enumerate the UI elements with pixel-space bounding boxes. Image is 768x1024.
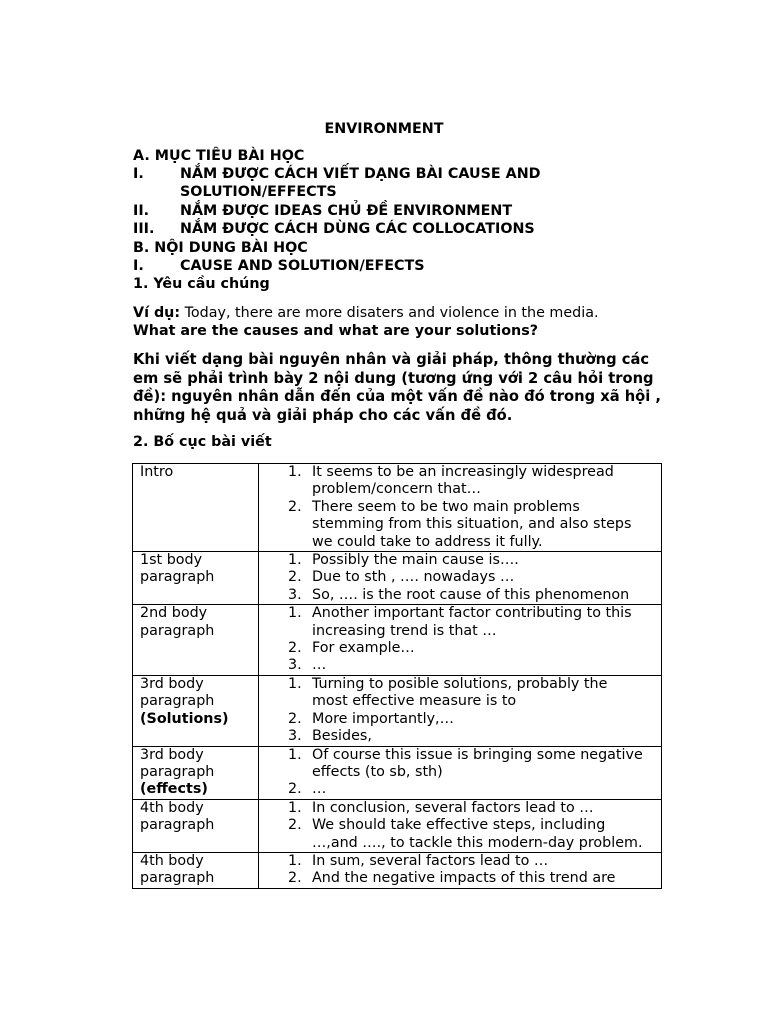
outline-list-item (259, 817, 661, 852)
objective-2-text: NẮM ĐƯỢC IDEAS CHỦ ĐỀ ENVIRONMENT (180, 203, 513, 219)
outline-item-text: For example… (312, 640, 415, 657)
outline-row-items-cell (259, 852, 662, 888)
outline-list-item (259, 781, 661, 798)
outline-row-label-cell (133, 464, 259, 552)
section-a-heading: A. MỤC TIÊU BÀI HỌC (133, 148, 305, 164)
outline-item-number: 1. (288, 852, 302, 869)
outline-row-label: 1st body paragraph (140, 552, 215, 586)
outline-item-text: So, …. is the root cause of this phenomenon (312, 586, 630, 603)
content-item-1-text: CAUSE AND SOLUTION/EFECTS (180, 258, 425, 274)
outline-item-number: 1. (288, 675, 302, 692)
outline-list-item (259, 728, 661, 745)
section-b-heading: B. NỘI DUNG BÀI HỌC (133, 240, 308, 256)
outline-row-label-cell (133, 675, 259, 746)
outline-row-label: 4th body paragraph (140, 852, 215, 887)
outline-row (133, 552, 662, 605)
outline-list-item (259, 747, 661, 782)
outline-row-label-cell (133, 605, 259, 676)
example-text: Today, there are more disaters and violence in the media. (180, 305, 599, 321)
outline-item-text: In conclusion, several factors lead to … (312, 799, 594, 816)
outline-item-text: And the negative impacts of this trend are (312, 870, 616, 887)
outline-item-text: Due to sth , …. nowadays … (312, 569, 515, 586)
outline-row (133, 605, 662, 676)
outline-list-item (259, 552, 661, 569)
outline-list-item (259, 800, 661, 817)
outline-item-text: Another important factor contributing to this increasing trend is that … (312, 605, 632, 639)
outline-row-items-cell (259, 552, 662, 605)
outline-row-label-emphasis: (effects) (140, 781, 208, 798)
outline-item-text: In sum, several factors lead to … (312, 852, 549, 869)
outline-item-number: 2. (288, 640, 302, 657)
outline-row-label-cell (133, 746, 259, 799)
outline-row-label-cell (133, 552, 259, 605)
objective-numeral-2: II. (133, 203, 150, 219)
example-question: What are the causes and what are your solutions? (133, 323, 539, 339)
outline-row-items-cell (259, 605, 662, 676)
outline-row-label-cell (133, 852, 259, 888)
outline-item-text: … (312, 781, 327, 798)
outline-list-item (259, 605, 661, 640)
outline-list-item (259, 464, 661, 499)
requirement-heading: 1. Yêu cầu chúng (133, 276, 270, 292)
outline-item-number: 1. (288, 605, 302, 622)
outline-row-label: 2nd body paragraph (140, 605, 215, 639)
outline-row-items-cell (259, 675, 662, 746)
outline-list-item (259, 499, 661, 551)
outline-item-list (259, 800, 661, 852)
objective-1-line-2: SOLUTION/EFFECTS (180, 184, 337, 200)
outline-item-list (259, 552, 661, 604)
outline-item-list (259, 853, 661, 888)
outline-row (133, 746, 662, 799)
outline-item-list (259, 676, 661, 746)
objective-numeral-3: III. (133, 221, 155, 237)
outline-item-text: More importantly,… (312, 710, 454, 727)
objective-numeral-1: I. (133, 166, 144, 182)
outline-row (133, 675, 662, 746)
outline-item-text: Besides, (312, 728, 372, 745)
outline-item-list (259, 464, 661, 551)
outline-row (133, 799, 662, 852)
outline-item-number: 3. (288, 657, 302, 674)
outline-item-number: 2. (288, 498, 302, 515)
outline-item-text: We should take effective steps, including …,and …., to tackle this modern-day problem. (312, 817, 643, 851)
example-line (133, 305, 599, 322)
outline-item-number: 2. (288, 569, 302, 586)
outline-list-item (259, 676, 661, 711)
outline-item-text: … (312, 657, 327, 674)
outline-item-number: 2. (288, 817, 302, 834)
document-title: ENVIRONMENT (324, 121, 444, 137)
outline-list-item (259, 853, 661, 870)
outline-item-text: Of course this issue is bringing some negative effects (to sb, sth) (312, 746, 643, 780)
outline-row-items-cell (259, 746, 662, 799)
outline-list-item (259, 711, 661, 728)
outline-row (133, 464, 662, 552)
outline-item-list (259, 605, 661, 675)
outline-item-number: 3. (288, 586, 302, 603)
outline-row-label-cell (133, 799, 259, 852)
outline-item-text: Possibly the main cause is…. (312, 552, 519, 569)
outline-row (133, 852, 662, 888)
outline-table (132, 463, 662, 889)
outline-row-label: 3rd body paragraph (140, 675, 215, 710)
outline-item-list (259, 747, 661, 799)
structure-heading: 2. Bố cục bài viết (133, 434, 272, 450)
objective-3-text: NẮM ĐƯỢC CÁCH DÙNG CÁC COLLOCATIONS (180, 221, 535, 237)
outline-item-text: There seem to be two main problems stemming from this situation, and also steps we could take to address it fully. (312, 498, 632, 550)
outline-row-items-cell (259, 464, 662, 552)
outline-item-number: 3. (288, 728, 302, 745)
outline-item-number: 2. (288, 781, 302, 798)
outline-list-item (259, 569, 661, 586)
outline-item-number: 1. (288, 746, 302, 763)
outline-row-label: Intro (140, 464, 174, 480)
outline-list-item (259, 640, 661, 657)
objective-1-line-1: NẮM ĐƯỢC CÁCH VIẾT DẠNG BÀI CAUSE AND (180, 166, 541, 182)
outline-list-item (259, 870, 661, 887)
outline-list-item (259, 657, 661, 674)
example-label: Ví dụ: (133, 305, 181, 321)
outline-row-label-emphasis: (Solutions) (140, 710, 229, 727)
outline-row-label: 3rd body paragraph (140, 746, 215, 780)
outline-item-number: 2. (288, 710, 302, 727)
explanation-paragraph: Khi viết dạng bài nguyên nhân và giải pháp, thông thường các em sẽ phải trình bày 2 nội dung (tương ứng với 2 câu hỏi trong đề): nguyên nhân dẫn đến của một vấn đề nào đó trong xã hội , những hệ quả và giải pháp cho các vấn đề đó. (133, 351, 661, 424)
outline-item-number: 2. (288, 870, 302, 887)
outline-list-item (259, 587, 661, 604)
outline-row-items-cell (259, 799, 662, 852)
outline-item-number: 1. (288, 464, 302, 480)
outline-item-text: It seems to be an increasingly widespread problem/concern that… (312, 464, 614, 498)
outline-item-number: 1. (288, 552, 302, 569)
outline-item-number: 1. (288, 799, 302, 816)
content-numeral-1: I. (133, 258, 144, 274)
outline-row-label: 4th body paragraph (140, 799, 215, 834)
outline-item-text: Turning to posible solutions, probably the most effective measure is to (312, 675, 608, 710)
